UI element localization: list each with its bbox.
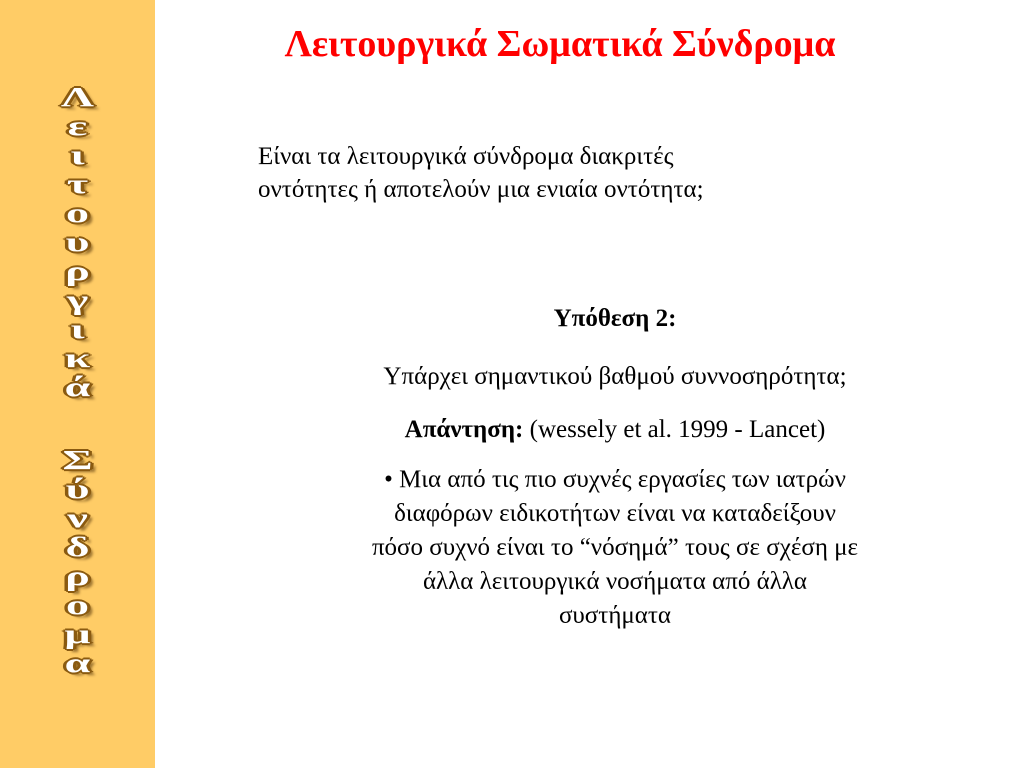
bullet-line: • Μια από τις πιο συχνές εργασίες των ιατρών [384,466,846,493]
sidebar-letter: γ [66,285,89,315]
sidebar-letter: Λ [61,82,94,112]
hypothesis-answer [270,413,960,446]
sidebar-letter: ρ [65,561,90,591]
bullet-line: πόσο συχνό είναι το “νόσημά” τους σε σχέση με [371,534,859,561]
sidebar-letter: ν [67,503,88,533]
intro-question [258,140,938,206]
hypothesis-block [270,302,960,633]
bullet-line: άλλα λειτουργικά νοσήματα από άλλα [422,568,808,595]
sidebar-vertical-word-syndroma [0,446,155,678]
sidebar-letter: ύ [65,474,90,504]
hypothesis-bullet [270,463,960,633]
answer-label: Απάντηση: [404,416,524,443]
sidebar-letter: κ [64,343,91,373]
sidebar-vertical-word-leitourgika [0,83,155,402]
intro-question-line: οντότητες ή αποτελούν μια ενιαία οντότητα; [258,176,704,203]
bullet-line: συστήματα [558,602,672,629]
slide-title: Λειτουργικά Σωματικά Σύνδρομα [284,23,836,65]
sidebar-letter: δ [65,532,90,562]
sidebar-letter: μ [64,619,91,649]
bullet-line: διαφόρων ειδικοτήτων είναι να καταδείξουν [394,500,836,527]
intro-question-line: Είναι τα λειτουργικά σύνδρομα διακριτές [258,143,674,170]
sidebar-letter: α [64,648,91,678]
sidebar-letter: ρ [65,256,90,286]
sidebar-letter: υ [65,227,90,257]
sidebar-panel [0,0,155,768]
sidebar-letter: τ [66,169,89,199]
sidebar-letter: ο [66,590,89,620]
hypothesis-title: Υπόθεση 2: [553,305,677,332]
sidebar-letter: ά [64,372,91,402]
hypothesis-question: Υπάρχει σημαντικού βαθμού συννοσηρότητα; [383,363,847,390]
sidebar-letter: ε [67,111,88,141]
sidebar-letter: ο [66,198,89,228]
answer-citation: (wessely et al. 1999 - Lancet) [523,416,826,443]
sidebar-letter: Σ [62,445,93,475]
sidebar-letter: ι [70,314,85,344]
sidebar-letter: ι [70,140,85,170]
